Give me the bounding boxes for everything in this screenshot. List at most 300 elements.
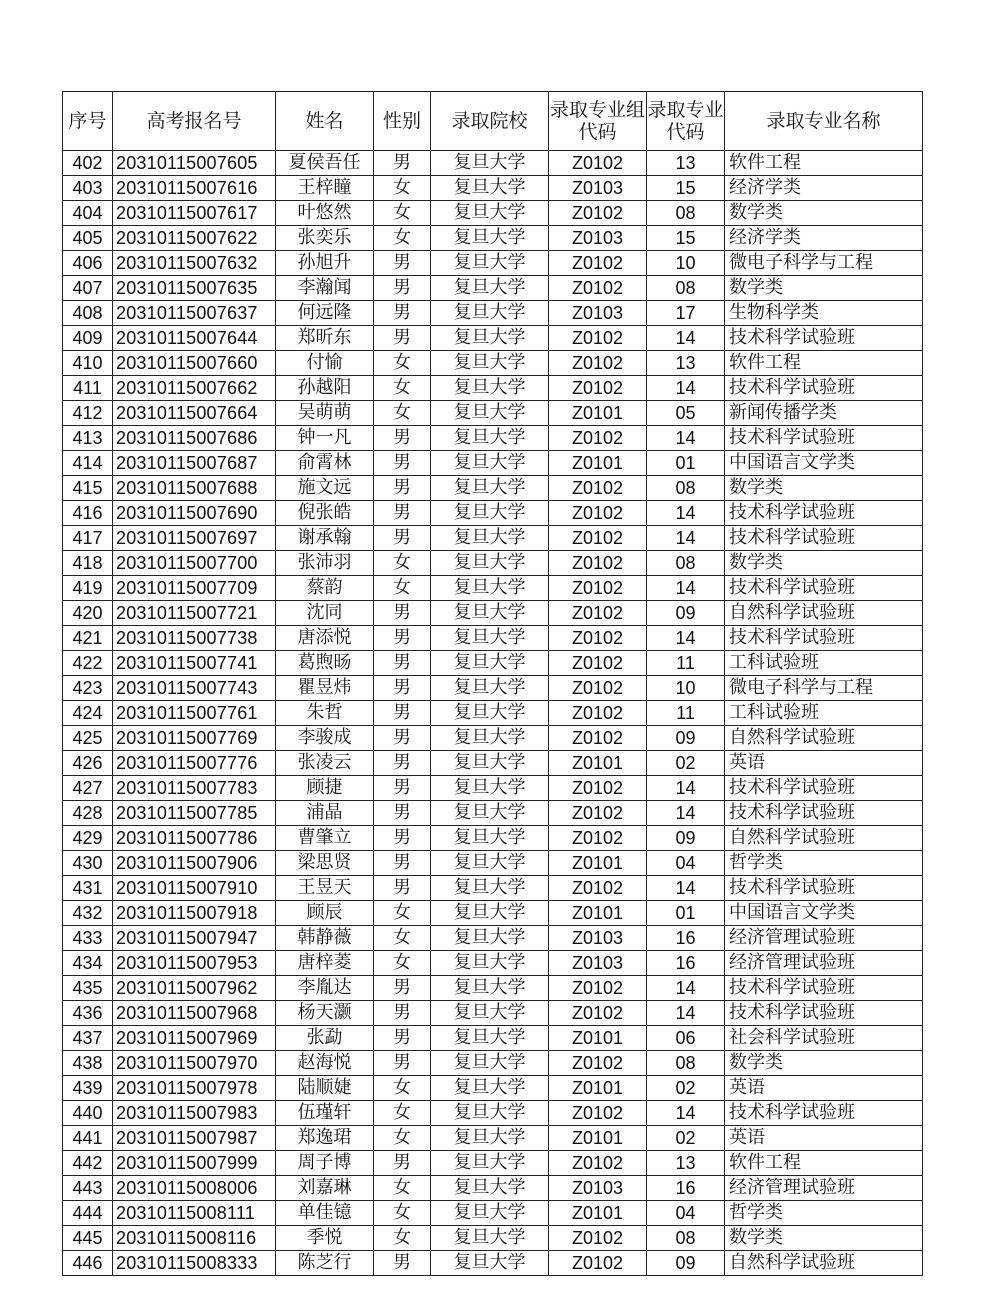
cell-major-code: 14 [647,776,725,801]
cell-major-code: 16 [647,951,725,976]
cell-major-code: 13 [647,351,725,376]
table-row [63,626,923,651]
cell-exam-id: 20310115007953 [113,951,276,976]
cell-school: 复旦大学 [431,876,549,901]
cell-school: 复旦大学 [431,976,549,1001]
cell-gender: 男 [374,1251,431,1276]
cell-group-code: Z0102 [549,1001,647,1026]
cell-school: 复旦大学 [431,601,549,626]
cell-major-code: 09 [647,1251,725,1276]
cell-gender: 女 [374,1201,431,1226]
cell-major-name: 经济学类 [725,226,923,251]
cell-school: 复旦大学 [431,1126,549,1151]
cell-seq: 432 [63,901,113,926]
cell-gender: 女 [374,1226,431,1251]
cell-major-name: 数学类 [725,201,923,226]
cell-group-code: Z0102 [549,801,647,826]
cell-exam-id: 20310115007632 [113,251,276,276]
cell-group-code: Z0102 [549,676,647,701]
table-body [63,151,923,1276]
cell-school: 复旦大学 [431,576,549,601]
cell-major-name: 技术科学试验班 [725,576,923,601]
cell-name: 郑逸珺 [276,1126,374,1151]
table-row [63,1251,923,1276]
cell-major-name: 技术科学试验班 [725,326,923,351]
cell-seq: 439 [63,1076,113,1101]
cell-school: 复旦大学 [431,676,549,701]
cell-seq: 422 [63,651,113,676]
table-row [63,251,923,276]
cell-seq: 418 [63,551,113,576]
cell-exam-id: 20310115007783 [113,776,276,801]
admission-table [62,91,923,1276]
header-exam-id: 高考报名号 [113,92,276,151]
cell-major-name: 经济管理试验班 [725,951,923,976]
cell-school: 复旦大学 [431,1001,549,1026]
cell-name: 葛煦旸 [276,651,374,676]
cell-seq: 444 [63,1201,113,1226]
cell-name: 陆顺婕 [276,1076,374,1101]
cell-seq: 406 [63,251,113,276]
cell-major-name: 微电子科学与工程 [725,251,923,276]
cell-seq: 420 [63,601,113,626]
cell-major-code: 02 [647,751,725,776]
cell-seq: 417 [63,526,113,551]
cell-gender: 女 [374,226,431,251]
cell-school: 复旦大学 [431,951,549,976]
cell-gender: 女 [374,351,431,376]
table-row [63,726,923,751]
cell-gender: 男 [374,976,431,1001]
cell-exam-id: 20310115007987 [113,1126,276,1151]
cell-seq: 414 [63,451,113,476]
cell-gender: 男 [374,301,431,326]
cell-gender: 男 [374,701,431,726]
table-row [63,1026,923,1051]
cell-gender: 女 [374,551,431,576]
cell-name: 陈芝行 [276,1251,374,1276]
cell-name: 吴萌萌 [276,401,374,426]
cell-exam-id: 20310115007978 [113,1076,276,1101]
cell-major-code: 09 [647,601,725,626]
cell-name: 张勐 [276,1026,374,1051]
cell-major-code: 15 [647,226,725,251]
cell-exam-id: 20310115007741 [113,651,276,676]
cell-exam-id: 20310115007738 [113,626,276,651]
cell-gender: 男 [374,726,431,751]
cell-name: 刘嘉琳 [276,1176,374,1201]
cell-group-code: Z0102 [549,876,647,901]
table-row [63,951,923,976]
table-row [63,576,923,601]
cell-group-code: Z0101 [549,1126,647,1151]
cell-seq: 413 [63,426,113,451]
cell-gender: 男 [374,826,431,851]
cell-school: 复旦大学 [431,326,549,351]
cell-group-code: Z0102 [549,826,647,851]
cell-school: 复旦大学 [431,201,549,226]
cell-seq: 434 [63,951,113,976]
table-row [63,376,923,401]
cell-school: 复旦大学 [431,626,549,651]
cell-major-name: 技术科学试验班 [725,776,923,801]
cell-group-code: Z0102 [549,276,647,301]
cell-seq: 426 [63,751,113,776]
cell-school: 复旦大学 [431,651,549,676]
cell-major-name: 技术科学试验班 [725,801,923,826]
cell-seq: 430 [63,851,113,876]
cell-school: 复旦大学 [431,176,549,201]
cell-group-code: Z0102 [549,1151,647,1176]
cell-major-name: 数学类 [725,276,923,301]
table-row [63,1051,923,1076]
cell-school: 复旦大学 [431,226,549,251]
cell-name: 伍瑾轩 [276,1101,374,1126]
cell-major-code: 17 [647,301,725,326]
cell-group-code: Z0102 [549,626,647,651]
table-header [63,92,923,151]
cell-gender: 男 [374,876,431,901]
table-row [63,276,923,301]
cell-name: 曹肇立 [276,826,374,851]
cell-major-code: 08 [647,1051,725,1076]
cell-major-code: 02 [647,1076,725,1101]
cell-major-code: 14 [647,801,725,826]
table-row [63,826,923,851]
cell-gender: 男 [374,776,431,801]
cell-group-code: Z0102 [549,376,647,401]
cell-seq: 442 [63,1151,113,1176]
cell-name: 朱哲 [276,701,374,726]
table-row [63,426,923,451]
cell-group-code: Z0101 [549,1076,647,1101]
cell-major-code: 04 [647,851,725,876]
cell-major-name: 经济管理试验班 [725,926,923,951]
cell-seq: 433 [63,926,113,951]
header-seq: 序号 [63,92,113,151]
table-row [63,851,923,876]
cell-school: 复旦大学 [431,1076,549,1101]
header-gender: 性别 [374,92,431,151]
cell-name: 蔡韵 [276,576,374,601]
table-row [63,926,923,951]
cell-major-code: 16 [647,926,725,951]
cell-group-code: Z0102 [549,326,647,351]
cell-major-code: 08 [647,201,725,226]
cell-exam-id: 20310115007616 [113,176,276,201]
cell-exam-id: 20310115008006 [113,1176,276,1201]
cell-name: 杨天灏 [276,1001,374,1026]
table-row [63,801,923,826]
cell-exam-id: 20310115007637 [113,301,276,326]
table-row [63,976,923,1001]
cell-group-code: Z0102 [549,1101,647,1126]
cell-name: 李胤达 [276,976,374,1001]
cell-exam-id: 20310115007635 [113,276,276,301]
cell-name: 顾辰 [276,901,374,926]
cell-gender: 女 [374,1076,431,1101]
cell-major-name: 社会科学试验班 [725,1026,923,1051]
cell-gender: 女 [374,576,431,601]
cell-exam-id: 20310115008333 [113,1251,276,1276]
cell-seq: 405 [63,226,113,251]
cell-seq: 402 [63,151,113,176]
cell-major-name: 中国语言文学类 [725,451,923,476]
cell-seq: 408 [63,301,113,326]
cell-seq: 431 [63,876,113,901]
cell-group-code: Z0103 [549,176,647,201]
cell-seq: 443 [63,1176,113,1201]
cell-major-code: 08 [647,551,725,576]
table-row [63,326,923,351]
cell-major-code: 13 [647,1151,725,1176]
cell-name: 浦晶 [276,801,374,826]
cell-major-name: 英语 [725,1076,923,1101]
cell-exam-id: 20310115007688 [113,476,276,501]
cell-exam-id: 20310115007700 [113,551,276,576]
cell-major-name: 微电子科学与工程 [725,676,923,701]
header-school: 录取院校 [431,92,549,151]
cell-exam-id: 20310115007664 [113,401,276,426]
table-row [63,1176,923,1201]
cell-seq: 410 [63,351,113,376]
cell-gender: 男 [374,426,431,451]
cell-school: 复旦大学 [431,351,549,376]
cell-major-name: 英语 [725,1126,923,1151]
cell-seq: 427 [63,776,113,801]
cell-major-code: 10 [647,251,725,276]
cell-group-code: Z0102 [549,576,647,601]
cell-major-code: 14 [647,1001,725,1026]
cell-gender: 男 [374,501,431,526]
cell-group-code: Z0102 [549,1051,647,1076]
cell-name: 唐添悦 [276,626,374,651]
cell-exam-id: 20310115007617 [113,201,276,226]
cell-gender: 男 [374,751,431,776]
cell-exam-id: 20310115007962 [113,976,276,1001]
cell-major-code: 04 [647,1201,725,1226]
cell-school: 复旦大学 [431,526,549,551]
cell-name: 俞霄林 [276,451,374,476]
table-row [63,526,923,551]
cell-major-name: 数学类 [725,476,923,501]
cell-major-code: 02 [647,1126,725,1151]
cell-major-name: 自然科学试验班 [725,726,923,751]
cell-major-code: 05 [647,401,725,426]
cell-school: 复旦大学 [431,1226,549,1251]
cell-exam-id: 20310115007622 [113,226,276,251]
table-row [63,601,923,626]
cell-group-code: Z0102 [549,526,647,551]
cell-school: 复旦大学 [431,1151,549,1176]
cell-major-name: 经济学类 [725,176,923,201]
cell-name: 王昱天 [276,876,374,901]
table-row [63,1151,923,1176]
cell-exam-id: 20310115007743 [113,676,276,701]
cell-exam-id: 20310115007776 [113,751,276,776]
cell-seq: 435 [63,976,113,1001]
cell-group-code: Z0101 [549,451,647,476]
cell-group-code: Z0102 [549,701,647,726]
cell-group-code: Z0102 [549,476,647,501]
cell-exam-id: 20310115007709 [113,576,276,601]
cell-name: 施文远 [276,476,374,501]
cell-gender: 男 [374,326,431,351]
cell-gender: 男 [374,476,431,501]
cell-seq: 437 [63,1026,113,1051]
cell-major-code: 06 [647,1026,725,1051]
cell-exam-id: 20310115007969 [113,1026,276,1051]
table-row [63,876,923,901]
cell-exam-id: 20310115007906 [113,851,276,876]
cell-seq: 440 [63,1101,113,1126]
cell-seq: 425 [63,726,113,751]
cell-major-name: 软件工程 [725,1151,923,1176]
table-row [63,301,923,326]
cell-gender: 男 [374,801,431,826]
cell-group-code: Z0102 [549,976,647,1001]
cell-name: 付愉 [276,351,374,376]
cell-school: 复旦大学 [431,1201,549,1226]
cell-major-name: 数学类 [725,1051,923,1076]
cell-major-name: 英语 [725,751,923,776]
cell-major-name: 经济管理试验班 [725,1176,923,1201]
header-major-code: 录取专业代码 [647,92,725,151]
cell-exam-id: 20310115008111 [113,1201,276,1226]
cell-major-code: 09 [647,826,725,851]
cell-seq: 423 [63,676,113,701]
cell-seq: 446 [63,1251,113,1276]
cell-seq: 429 [63,826,113,851]
cell-gender: 男 [374,851,431,876]
cell-exam-id: 20310115007970 [113,1051,276,1076]
cell-seq: 421 [63,626,113,651]
cell-group-code: Z0103 [549,301,647,326]
cell-major-code: 14 [647,576,725,601]
cell-exam-id: 20310115007918 [113,901,276,926]
cell-name: 谢承翰 [276,526,374,551]
cell-school: 复旦大学 [431,826,549,851]
cell-major-code: 08 [647,1226,725,1251]
cell-group-code: Z0101 [549,401,647,426]
cell-group-code: Z0102 [549,151,647,176]
cell-name: 唐梓菱 [276,951,374,976]
cell-gender: 男 [374,451,431,476]
cell-school: 复旦大学 [431,701,549,726]
table-row [63,651,923,676]
cell-name: 顾捷 [276,776,374,801]
cell-name: 张凌云 [276,751,374,776]
cell-school: 复旦大学 [431,1176,549,1201]
table-row [63,401,923,426]
cell-major-name: 技术科学试验班 [725,376,923,401]
cell-name: 梁思贤 [276,851,374,876]
cell-seq: 407 [63,276,113,301]
table-row [63,676,923,701]
cell-major-name: 生物科学类 [725,301,923,326]
cell-major-code: 11 [647,701,725,726]
cell-group-code: Z0102 [549,351,647,376]
cell-name: 王梓瞳 [276,176,374,201]
cell-name: 单佳镱 [276,1201,374,1226]
table-row [63,1226,923,1251]
cell-exam-id: 20310115007947 [113,926,276,951]
cell-gender: 男 [374,151,431,176]
cell-major-code: 14 [647,326,725,351]
cell-school: 复旦大学 [431,726,549,751]
cell-name: 沈同 [276,601,374,626]
table-row [63,1201,923,1226]
cell-school: 复旦大学 [431,151,549,176]
cell-major-code: 14 [647,376,725,401]
cell-group-code: Z0103 [549,951,647,976]
cell-exam-id: 20310115007761 [113,701,276,726]
cell-exam-id: 20310115007786 [113,826,276,851]
table-row [63,201,923,226]
cell-seq: 424 [63,701,113,726]
cell-seq: 419 [63,576,113,601]
cell-gender: 女 [374,1126,431,1151]
cell-exam-id: 20310115007690 [113,501,276,526]
cell-gender: 男 [374,651,431,676]
cell-group-code: Z0102 [549,201,647,226]
table-row [63,1076,923,1101]
cell-seq: 445 [63,1226,113,1251]
cell-school: 复旦大学 [431,501,549,526]
table-row [63,1126,923,1151]
cell-exam-id: 20310115007686 [113,426,276,451]
cell-name: 张沛羽 [276,551,374,576]
table-row [63,751,923,776]
table-row [63,551,923,576]
cell-major-name: 工科试验班 [725,701,923,726]
cell-exam-id: 20310115007605 [113,151,276,176]
cell-group-code: Z0102 [549,251,647,276]
cell-name: 瞿昱炜 [276,676,374,701]
cell-school: 复旦大学 [431,1101,549,1126]
cell-major-code: 01 [647,901,725,926]
cell-major-code: 14 [647,626,725,651]
cell-name: 夏侯吾任 [276,151,374,176]
cell-gender: 女 [374,901,431,926]
cell-major-name: 中国语言文学类 [725,901,923,926]
cell-major-name: 技术科学试验班 [725,876,923,901]
cell-name: 孙越阳 [276,376,374,401]
cell-name: 张奕乐 [276,226,374,251]
cell-gender: 女 [374,1101,431,1126]
cell-gender: 男 [374,1151,431,1176]
cell-school: 复旦大学 [431,276,549,301]
header-name: 姓名 [276,92,374,151]
cell-gender: 男 [374,251,431,276]
cell-major-name: 自然科学试验班 [725,1251,923,1276]
cell-major-name: 技术科学试验班 [725,501,923,526]
cell-school: 复旦大学 [431,451,549,476]
cell-name: 赵海悦 [276,1051,374,1076]
cell-major-name: 软件工程 [725,151,923,176]
cell-school: 复旦大学 [431,376,549,401]
table-row [63,776,923,801]
cell-group-code: Z0102 [549,551,647,576]
cell-school: 复旦大学 [431,401,549,426]
cell-group-code: Z0101 [549,1026,647,1051]
cell-gender: 男 [374,1026,431,1051]
cell-gender: 女 [374,1176,431,1201]
cell-name: 郑昕东 [276,326,374,351]
cell-major-name: 技术科学试验班 [725,626,923,651]
cell-major-name: 技术科学试验班 [725,1001,923,1026]
header-row [63,92,923,151]
